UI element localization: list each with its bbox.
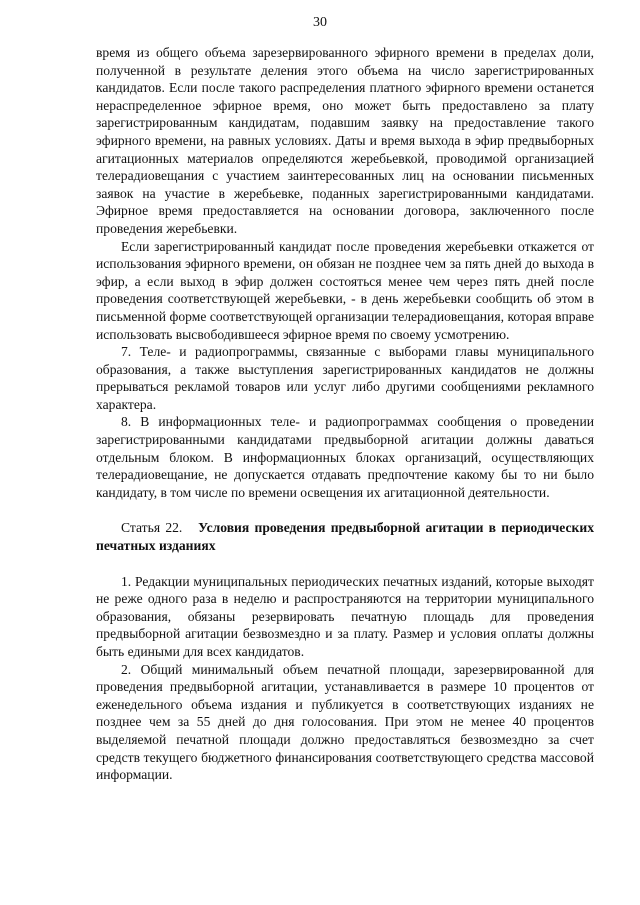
document-body [96,44,594,784]
article-heading [96,519,594,554]
article-number: Статья 22. [121,520,193,536]
paragraph-item-7: 7. Теле- и радиопрограммы, связанные с выборами главы муниципального образования, а также выступления зарегистрированных кандидатов не должны прерываться рекламой товаров или услуг либо другими сообщениями рекламного характера. [96,344,594,412]
article-title: Условия проведения предвыборной агитации в периодических печатных изданиях [96,520,595,554]
page-number: 30 [313,15,327,30]
paragraph-continuation: время из общего объема зарезервированного эфирного времени в пределах доли, полученной в результате деления этого объема на число зарегистрированных кандидатов. Если после такого распределения платного эфирного времени останется нераспределенное эфирное время, оно может быть предоставлено за плату зарегистрированным кандидатам, подавшим заявку на предоставление такого эфирного времени, на равных условиях. Даты и время выхода в эфир предвыборных агитационных материалов определяются жеребьевкой, проводимой организацией телерадиовещания с участием заинтересованных лиц на основании письменных заявок на участие в жеребьевке, поданных зарегистрированными кандидатами. Эфирное время предоставляется на основании договора, заключенного после проведения жеребьевки. [96,45,594,236]
paragraph-article-22-item-1: 1. Редакции муниципальных периодических печатных изданий, которые выходят не реже одного раза в неделю и распространяются на территории муниципального образования, обязаны резервировать печатную площадь для проведения предвыборной агитации безвозмездно и за плату. Размер и условия оплаты должны быть едиными для всех кандидатов. [96,573,594,659]
paragraph-article-22-item-2: 2. Общий минимальный объем печатной площади, зарезервированной для проведения предвыборной агитации, устанавливается в размере 10 процентов от еженедельного объема издания и публикуется в соответствующих изданиях не позднее чем за 55 дней до дня голосования. При этом не менее 40 процентов выделяемой печатной площади должно предоставляться безвозмездно за счет средств текущего бюджетного финансирования соответствующего средства массовой информации. [96,661,594,783]
paragraph-item-8: 8. В информационных теле- и радиопрограммах сообщения о проведении зарегистрированными кандидатами предвыборной агитации должны даваться отдельным блоком. В информационных блоках организаций, осуществляющих телерадиовещание, не допускается отдавать предпочтение какому бы то ни было кандидату, в том числе по времени освещения их агитационной деятельности. [96,414,594,500]
paragraph-refusal-of-airtime: Если зарегистрированный кандидат после проведения жеребьевки откажется от использования эфирного времени, он обязан не позднее чем за пять дней до выхода в эфир, а если выход в эфир должен состояться менее чем через пять дней после проведения соответствующей жеребьевки, - в день жеребьевки сообщить об этом в письменной форме соответствующей организации телерадиовещания, которая вправе использовать высвободившееся эфирное время по своему усмотрению. [96,238,594,342]
